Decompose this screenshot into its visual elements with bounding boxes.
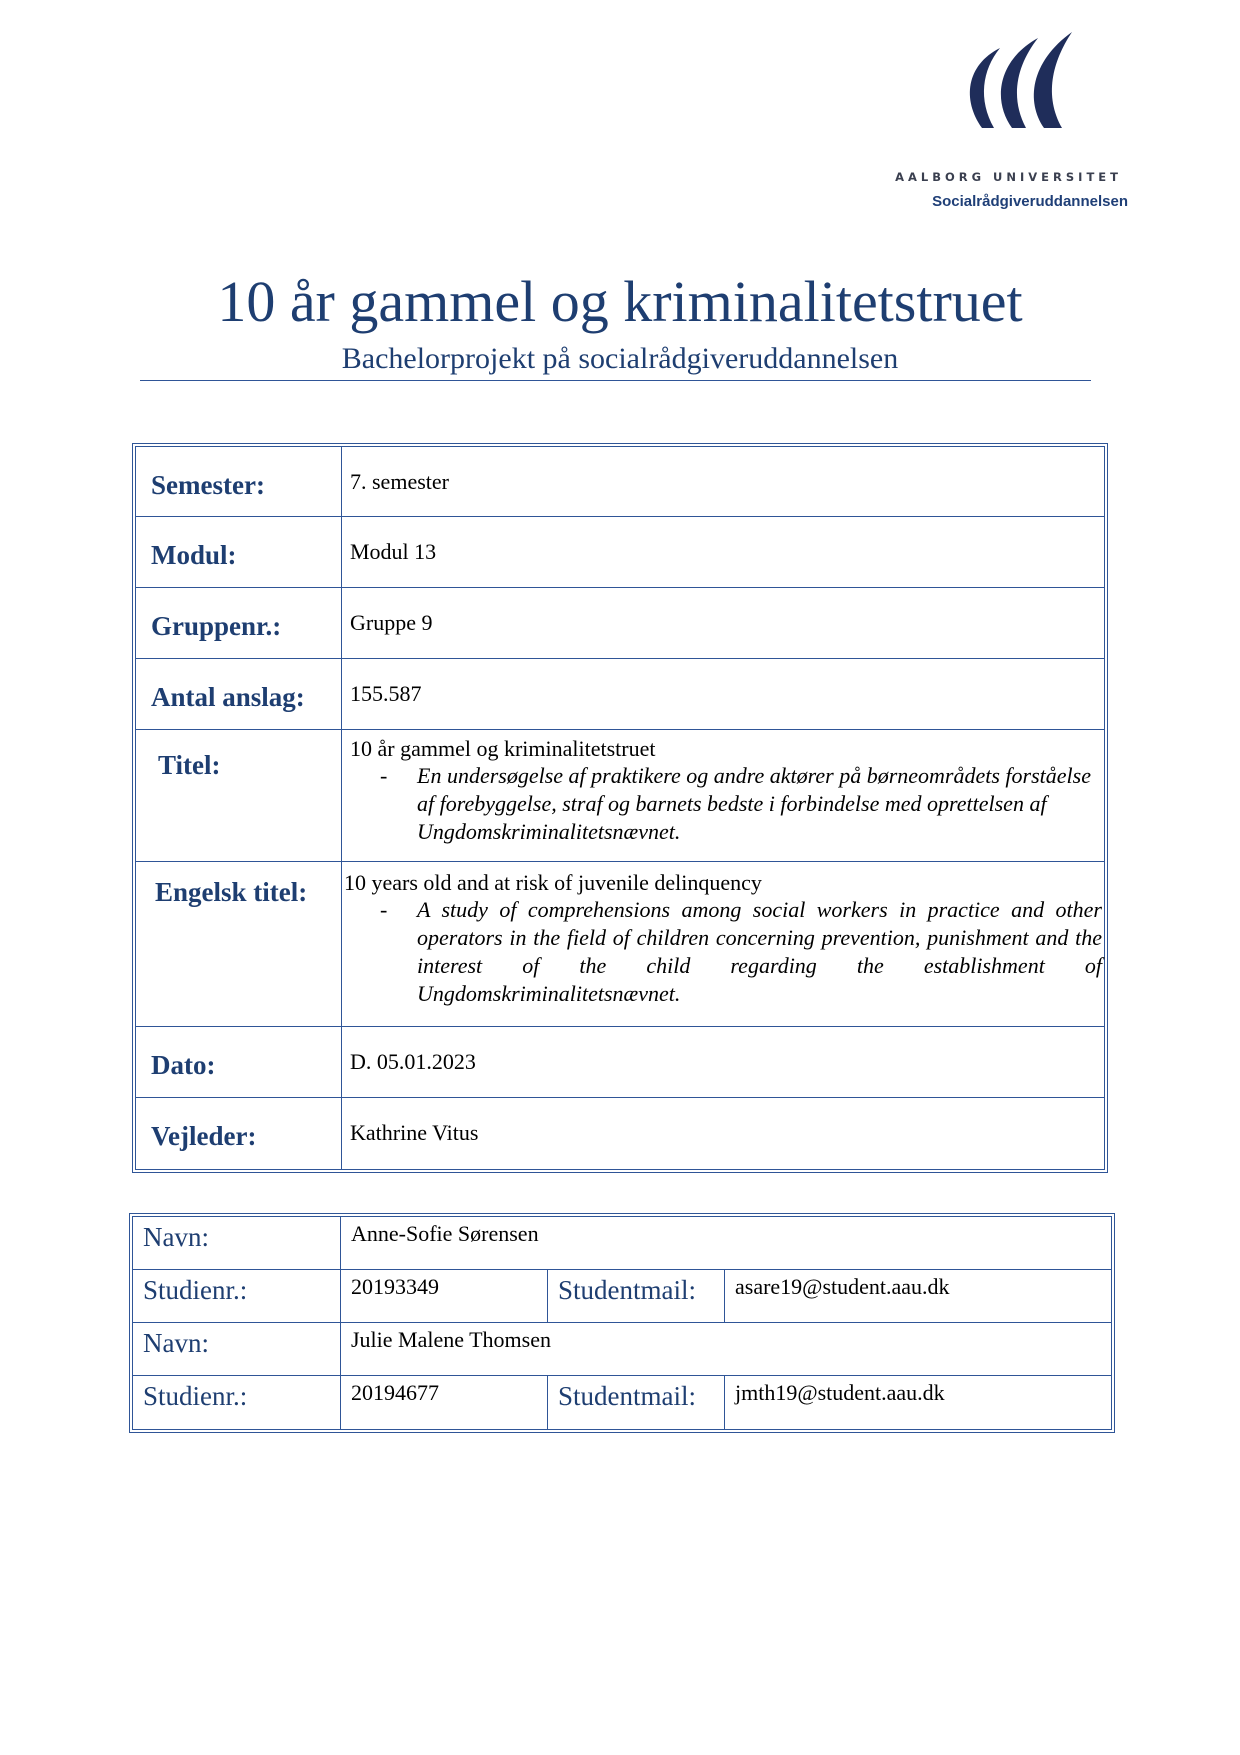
student-nr: 20194677 (341, 1376, 548, 1429)
info-row-modul (136, 517, 1104, 588)
info-row-engelsk (136, 862, 1104, 1027)
navn-label: Navn: (133, 1323, 341, 1376)
student-row-nr (133, 1270, 1111, 1323)
info-row-vejleder (136, 1098, 1104, 1169)
dato-value: D. 05.01.2023 (342, 1027, 1104, 1098)
vejleder-label: Vejleder: (136, 1098, 342, 1169)
titel-main: 10 år gammel og kriminalitetstruet (350, 736, 656, 761)
page-title: 10 år gammel og kriminalitetstruet (217, 269, 1023, 334)
student-name: Anne-Sofie Sørensen (341, 1217, 1111, 1270)
student-mail: jmth19@student.aau.dk (735, 1380, 945, 1405)
modul-label: Modul: (136, 517, 342, 588)
engelsk-main: 10 years old and at risk of juvenile delinquency (344, 870, 762, 895)
aau-logo-icon (960, 30, 1080, 130)
students-table (132, 1216, 1112, 1430)
student-nr: 20193349 (341, 1270, 548, 1323)
engelsk-value (342, 862, 1104, 1027)
page-subtitle: Bachelorprojekt på socialrådgiveruddannelsen (341, 342, 899, 375)
studienr-label: Studienr.: (133, 1270, 341, 1323)
university-name: AALBORG UNIVERSITET (895, 170, 1122, 184)
student-row-name (133, 1217, 1111, 1270)
student-name: Julie Malene Thomsen (341, 1323, 1111, 1376)
gruppe-value: Gruppe 9 (342, 588, 1104, 659)
project-info-table (135, 446, 1105, 1170)
engelsk-label: Engelsk titel: (136, 862, 342, 1027)
titel-label: Titel: (136, 730, 342, 862)
student-mail: asare19@student.aau.dk (725, 1270, 1111, 1323)
anslag-label: Antal anslag: (136, 659, 342, 730)
gruppe-label: Gruppenr.: (136, 588, 342, 659)
modul-value: Modul 13 (342, 517, 1104, 588)
student-row-nr (133, 1376, 1111, 1429)
studienr-label: Studienr.: (133, 1376, 341, 1429)
titel-subtitle-item: - En undersøgelse af praktikere og andre aktører på børneområdets forståelse af forebyggelse, straf og barnets bedste i forbindelse med oprettelsen af Ungdomskriminalitetsnævnet. (380, 763, 1091, 844)
student-row-name (133, 1323, 1111, 1376)
title-divider (140, 380, 1091, 381)
info-row-dato (136, 1027, 1104, 1098)
titel-sub: En undersøgelse af praktikere og andre aktører på børneområdets forståelse af forebyggelse, straf og barnets bedste i forbindelse med oprettelsen af Ungdomskriminalitetsnævnet. (417, 763, 1091, 844)
info-row-titel (136, 730, 1104, 862)
info-row-semester (136, 447, 1104, 517)
studentmail-label: Studentmail: (548, 1270, 725, 1323)
anslag-value: 155.587 (342, 659, 1104, 730)
info-row-anslag (136, 659, 1104, 730)
studentmail-label: Studentmail: (548, 1376, 725, 1429)
titel-value (342, 730, 1104, 862)
semester-value: 7. semester (342, 447, 1104, 517)
vejleder-value: Kathrine Vitus (350, 1120, 479, 1145)
faculty-name: Socialrådgiveruddannelsen (932, 193, 1128, 210)
navn-label: Navn: (133, 1217, 341, 1270)
engelsk-sub: A study of comprehensions among social workers in practice and other operators in the field of children concerning prevention, punishment and the interest of the child regarding the establishment of Ungdomskriminalitetsnævnet. (417, 897, 1102, 1006)
info-row-gruppe (136, 588, 1104, 659)
dato-label: Dato: (136, 1027, 342, 1098)
semester-label: Semester: (136, 447, 342, 517)
engelsk-subtitle-item: - A study of comprehensions among social workers in practice and other operators in the field of children concerning prevention, punishment and the interest of the child regarding the establishment of Ungdomskriminalitetsnævnet. (380, 897, 1102, 1006)
